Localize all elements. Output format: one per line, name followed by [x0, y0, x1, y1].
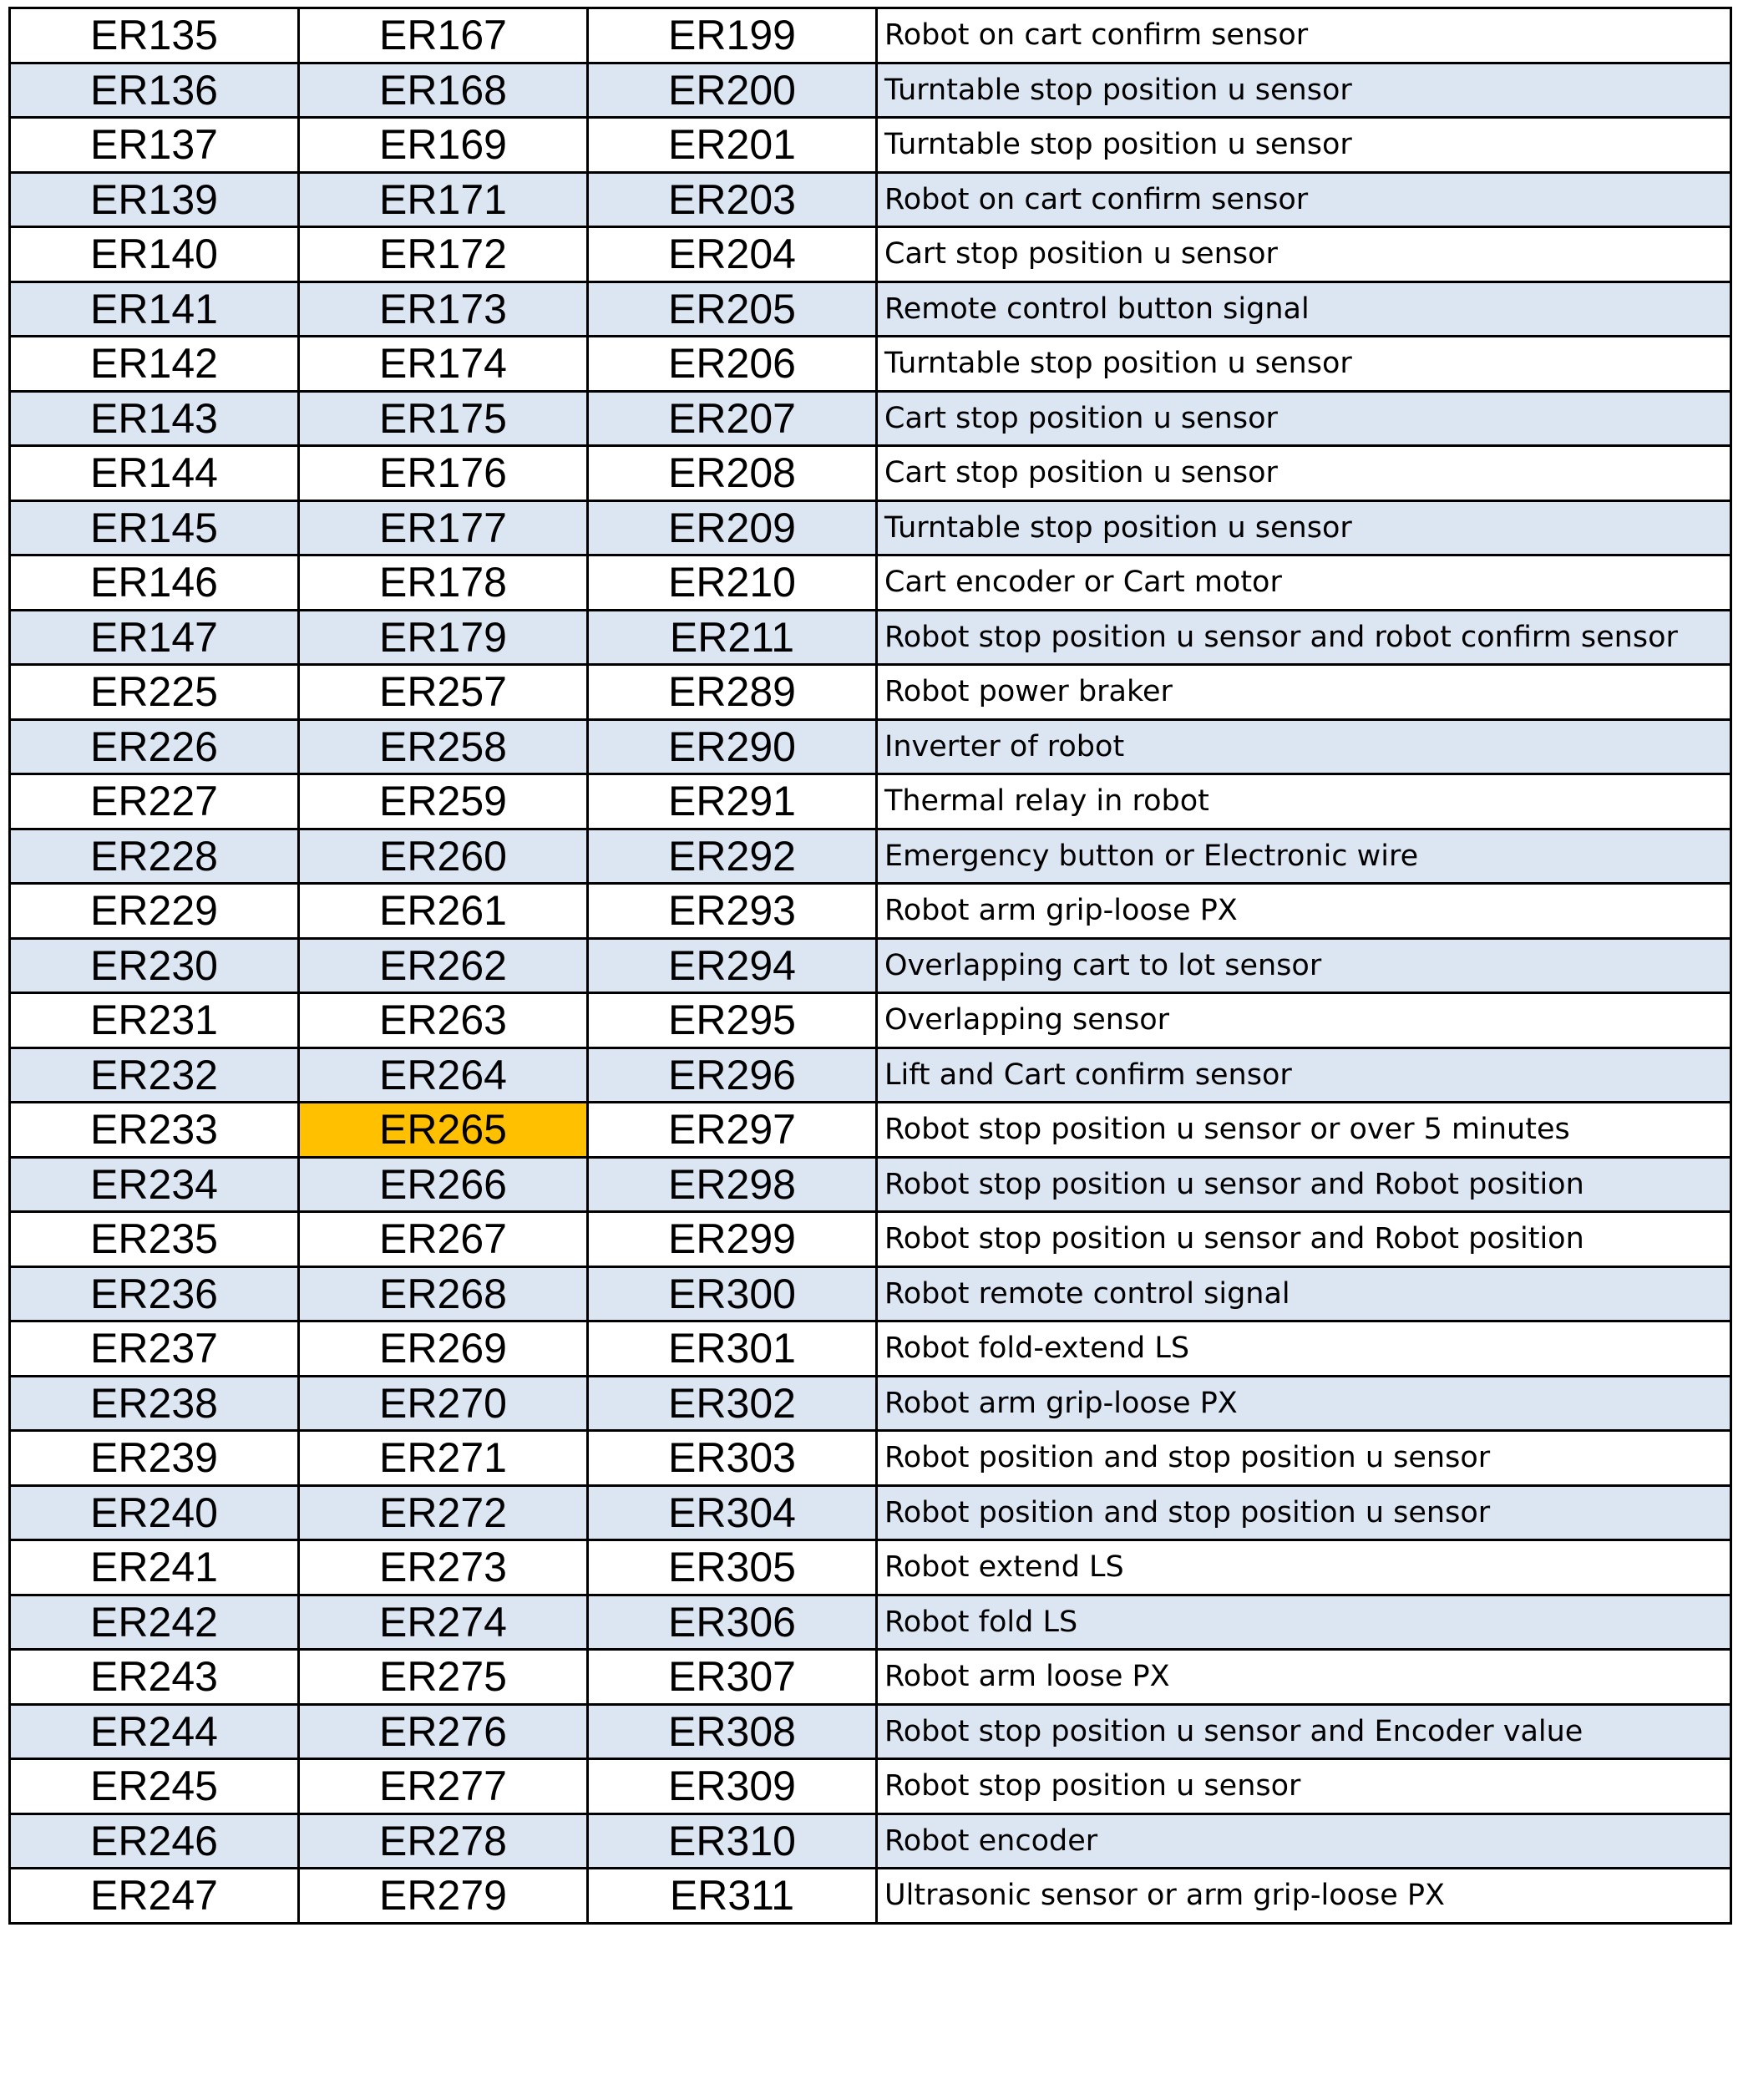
- error-code-cell-1: ER246: [10, 1813, 299, 1869]
- error-description-cell: Cart stop position u sensor: [877, 391, 1731, 446]
- error-code-cell-2: ER277: [299, 1759, 588, 1814]
- error-code-cell-3: ER297: [588, 1103, 877, 1158]
- error-code-cell-2: ER268: [299, 1266, 588, 1321]
- table-row: [10, 63, 1731, 118]
- table-row: [10, 227, 1731, 282]
- error-code-cell-3: ER302: [588, 1376, 877, 1431]
- table-row: [10, 1321, 1731, 1377]
- error-code-cell-2: ER269: [299, 1321, 588, 1377]
- error-code-cell-1: ER237: [10, 1321, 299, 1377]
- error-code-cell-3: ER211: [588, 610, 877, 665]
- error-description-cell: Robot fold LS: [877, 1595, 1731, 1650]
- error-code-cell-2: ER263: [299, 993, 588, 1048]
- error-code-cell-3: ER310: [588, 1813, 877, 1869]
- error-code-cell-1: ER240: [10, 1485, 299, 1540]
- error-description-cell: Robot stop position u sensor: [877, 1759, 1731, 1814]
- error-code-cell-1: ER145: [10, 500, 299, 555]
- error-description-cell: Turntable stop position u sensor: [877, 337, 1731, 392]
- error-description-cell: Robot stop position u sensor and Robot position: [877, 1212, 1731, 1267]
- error-code-cell-2: ER274: [299, 1595, 588, 1650]
- error-description-cell: Remote control button signal: [877, 282, 1731, 337]
- table-row: [10, 1047, 1731, 1103]
- error-code-cell-2: ER168: [299, 63, 588, 118]
- error-description-cell: Robot power braker: [877, 665, 1731, 720]
- table-row: [10, 610, 1731, 665]
- table-row: [10, 172, 1731, 227]
- table-row: [10, 337, 1731, 392]
- error-code-cell-1: ER238: [10, 1376, 299, 1431]
- error-code-cell-1: ER231: [10, 993, 299, 1048]
- error-code-cell-2: ER279: [299, 1869, 588, 1924]
- error-description-cell: Robot position and stop position u sensor: [877, 1485, 1731, 1540]
- error-code-cell-2: ER267: [299, 1212, 588, 1267]
- error-code-cell-3: ER292: [588, 829, 877, 884]
- error-code-cell-2: ER261: [299, 884, 588, 939]
- table-row: [10, 884, 1731, 939]
- error-code-cell-1: ER228: [10, 829, 299, 884]
- error-description-cell: Robot position and stop position u sensor: [877, 1431, 1731, 1486]
- error-code-cell-1: ER147: [10, 610, 299, 665]
- error-code-cell-1: ER234: [10, 1157, 299, 1212]
- error-code-cell-1: ER146: [10, 555, 299, 611]
- table-row: [10, 1540, 1731, 1595]
- error-description-cell: Emergency button or Electronic wire: [877, 829, 1731, 884]
- table-row: [10, 774, 1731, 829]
- table-row: [10, 1759, 1731, 1814]
- error-description-cell: Cart stop position u sensor: [877, 227, 1731, 282]
- error-code-cell-3: ER204: [588, 227, 877, 282]
- error-code-cell-3: ER293: [588, 884, 877, 939]
- error-description-cell: Robot stop position u sensor and Encoder value: [877, 1704, 1731, 1759]
- error-description-cell: Robot on cart confirm sensor: [877, 8, 1731, 63]
- error-description-cell: Robot arm loose PX: [877, 1650, 1731, 1705]
- error-code-cell-3: ER303: [588, 1431, 877, 1486]
- table-row: [10, 1266, 1731, 1321]
- error-code-cell-2: ER169: [299, 118, 588, 173]
- error-code-cell-2: ER262: [299, 938, 588, 993]
- error-code-cell-2: ER175: [299, 391, 588, 446]
- error-code-cell-3: ER295: [588, 993, 877, 1048]
- error-code-cell-2: ER171: [299, 172, 588, 227]
- error-code-cell-1: ER140: [10, 227, 299, 282]
- table-row: [10, 1595, 1731, 1650]
- error-code-cell-1: ER244: [10, 1704, 299, 1759]
- error-code-cell-2: ER173: [299, 282, 588, 337]
- error-code-cell-3: ER207: [588, 391, 877, 446]
- error-code-cell-2: ER176: [299, 446, 588, 501]
- error-code-cell-3: ER306: [588, 1595, 877, 1650]
- error-description-cell: Turntable stop position u sensor: [877, 118, 1731, 173]
- table-row: [10, 993, 1731, 1048]
- error-code-cell-1: ER236: [10, 1266, 299, 1321]
- error-code-cell-3: ER203: [588, 172, 877, 227]
- error-code-cell-2: ER257: [299, 665, 588, 720]
- error-code-cell-2: ER272: [299, 1485, 588, 1540]
- error-code-cell-2: ER266: [299, 1157, 588, 1212]
- error-code-cell-1: ER227: [10, 774, 299, 829]
- error-description-cell: Robot on cart confirm sensor: [877, 172, 1731, 227]
- error-description-cell: Lift and Cart confirm sensor: [877, 1047, 1731, 1103]
- error-code-cell-2: ER259: [299, 774, 588, 829]
- table-row: [10, 1813, 1731, 1869]
- table-row: [10, 446, 1731, 501]
- error-code-cell-3: ER290: [588, 719, 877, 774]
- error-code-cell-3: ER307: [588, 1650, 877, 1705]
- error-code-cell-3: ER294: [588, 938, 877, 993]
- error-code-cell-3: ER308: [588, 1704, 877, 1759]
- table-row: [10, 1103, 1731, 1158]
- error-code-cell-1: ER230: [10, 938, 299, 993]
- table-row: [10, 829, 1731, 884]
- error-code-cell-1: ER233: [10, 1103, 299, 1158]
- error-description-cell: Turntable stop position u sensor: [877, 500, 1731, 555]
- error-code-cell-3: ER300: [588, 1266, 877, 1321]
- error-code-cell-1: ER229: [10, 884, 299, 939]
- error-code-cell-2: ER271: [299, 1431, 588, 1486]
- error-code-cell-3: ER304: [588, 1485, 877, 1540]
- error-code-table: [8, 7, 1732, 1925]
- error-code-cell-2: ER167: [299, 8, 588, 63]
- table-row: [10, 500, 1731, 555]
- error-code-cell-3: ER311: [588, 1869, 877, 1924]
- error-code-cell-3: ER210: [588, 555, 877, 611]
- table-row: [10, 938, 1731, 993]
- error-description-cell: Overlapping sensor: [877, 993, 1731, 1048]
- error-description-cell: Inverter of robot: [877, 719, 1731, 774]
- error-code-cell-3: ER291: [588, 774, 877, 829]
- table-row: [10, 719, 1731, 774]
- table-row: [10, 8, 1731, 63]
- table-row: [10, 1704, 1731, 1759]
- table-row: [10, 118, 1731, 173]
- error-description-cell: Robot stop position u sensor or over 5 minutes: [877, 1103, 1731, 1158]
- error-code-cell-2: ER258: [299, 719, 588, 774]
- table-row: [10, 1650, 1731, 1705]
- error-code-cell-1: ER143: [10, 391, 299, 446]
- error-code-cell-3: ER199: [588, 8, 877, 63]
- error-code-table-body: [10, 8, 1731, 1924]
- error-code-cell-2: ER172: [299, 227, 588, 282]
- table-row: [10, 282, 1731, 337]
- error-code-cell-1: ER242: [10, 1595, 299, 1650]
- error-code-cell-2: ER265: [299, 1103, 588, 1158]
- error-description-cell: Robot stop position u sensor and robot confirm sensor: [877, 610, 1731, 665]
- error-code-cell-2: ER276: [299, 1704, 588, 1759]
- error-description-cell: Thermal relay in robot: [877, 774, 1731, 829]
- error-code-cell-1: ER225: [10, 665, 299, 720]
- error-code-cell-2: ER178: [299, 555, 588, 611]
- error-code-cell-1: ER141: [10, 282, 299, 337]
- error-description-cell: Cart encoder or Cart motor: [877, 555, 1731, 611]
- error-code-cell-2: ER179: [299, 610, 588, 665]
- error-code-cell-3: ER299: [588, 1212, 877, 1267]
- error-description-cell: Robot remote control signal: [877, 1266, 1731, 1321]
- error-code-cell-3: ER309: [588, 1759, 877, 1814]
- error-code-cell-1: ER142: [10, 337, 299, 392]
- error-code-cell-2: ER270: [299, 1376, 588, 1431]
- error-code-cell-1: ER243: [10, 1650, 299, 1705]
- error-code-cell-2: ER177: [299, 500, 588, 555]
- error-code-cell-3: ER305: [588, 1540, 877, 1595]
- error-description-cell: Robot arm grip-loose PX: [877, 884, 1731, 939]
- error-code-cell-1: ER136: [10, 63, 299, 118]
- error-code-cell-3: ER301: [588, 1321, 877, 1377]
- error-code-cell-3: ER200: [588, 63, 877, 118]
- table-row: [10, 1376, 1731, 1431]
- error-code-cell-3: ER208: [588, 446, 877, 501]
- error-code-cell-2: ER278: [299, 1813, 588, 1869]
- table-row: [10, 555, 1731, 611]
- error-code-cell-3: ER206: [588, 337, 877, 392]
- error-code-cell-3: ER298: [588, 1157, 877, 1212]
- error-description-cell: Robot arm grip-loose PX: [877, 1376, 1731, 1431]
- error-description-cell: Overlapping cart to lot sensor: [877, 938, 1731, 993]
- error-code-cell-1: ER247: [10, 1869, 299, 1924]
- error-code-cell-3: ER205: [588, 282, 877, 337]
- error-code-cell-1: ER239: [10, 1431, 299, 1486]
- error-code-cell-2: ER273: [299, 1540, 588, 1595]
- table-row: [10, 1212, 1731, 1267]
- error-description-cell: Robot encoder: [877, 1813, 1731, 1869]
- error-code-cell-2: ER260: [299, 829, 588, 884]
- error-code-cell-1: ER245: [10, 1759, 299, 1814]
- error-code-cell-2: ER275: [299, 1650, 588, 1705]
- table-row: [10, 1431, 1731, 1486]
- error-code-cell-2: ER264: [299, 1047, 588, 1103]
- error-code-cell-2: ER174: [299, 337, 588, 392]
- table-row: [10, 665, 1731, 720]
- error-description-cell: Robot fold-extend LS: [877, 1321, 1731, 1377]
- error-description-cell: Turntable stop position u sensor: [877, 63, 1731, 118]
- table-row: [10, 1485, 1731, 1540]
- table-row: [10, 1869, 1731, 1924]
- error-code-cell-1: ER135: [10, 8, 299, 63]
- error-description-cell: Robot stop position u sensor and Robot position: [877, 1157, 1731, 1212]
- error-code-cell-3: ER201: [588, 118, 877, 173]
- error-code-cell-1: ER139: [10, 172, 299, 227]
- error-code-cell-1: ER144: [10, 446, 299, 501]
- error-code-cell-1: ER241: [10, 1540, 299, 1595]
- table-row: [10, 1157, 1731, 1212]
- error-code-cell-3: ER209: [588, 500, 877, 555]
- table-row: [10, 391, 1731, 446]
- error-code-cell-1: ER226: [10, 719, 299, 774]
- error-code-cell-1: ER137: [10, 118, 299, 173]
- error-description-cell: Cart stop position u sensor: [877, 446, 1731, 501]
- error-description-cell: Robot extend LS: [877, 1540, 1731, 1595]
- error-code-cell-1: ER232: [10, 1047, 299, 1103]
- error-code-cell-1: ER235: [10, 1212, 299, 1267]
- error-description-cell: Ultrasonic sensor or arm grip-loose PX: [877, 1869, 1731, 1924]
- error-code-cell-3: ER289: [588, 665, 877, 720]
- error-code-cell-3: ER296: [588, 1047, 877, 1103]
